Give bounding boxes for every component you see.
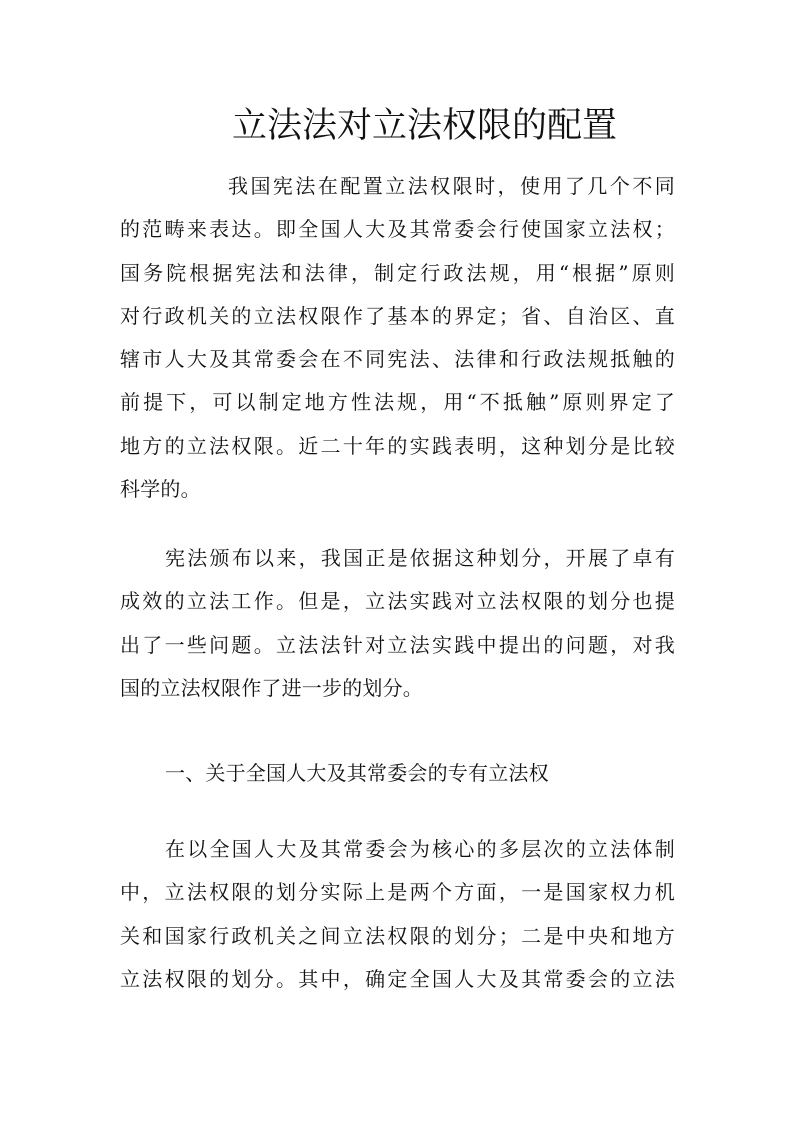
paragraph-line: 国的立法权限作了进一步的划分。 (120, 675, 423, 700)
paragraph-legislative-work (120, 537, 680, 710)
paragraph-line: 宪法颁布以来，我国正是依据这种划分，开展了卓有 (165, 546, 675, 570)
paragraph-line: 的范畴来表达。即全国人大及其常委会行使国家立法权； (120, 217, 675, 242)
paragraph-line: 辖市人大及其常委会在不同宪法、法律和行政法规抵触的 (120, 347, 675, 372)
paragraph-line: 前提下，可以制定地方性法规，用“不抵触”原则界定了 (120, 390, 675, 415)
paragraph-line: 国务院根据宪法和法律，制定行政法规，用“根据”原则 (120, 260, 675, 285)
paragraph-line: 我国宪法在配置立法权限时，使用了几个不同 (228, 174, 675, 198)
paragraph-line: 中，立法权限的划分实际上是两个方面，一是国家权力机 (120, 880, 675, 905)
paragraph-line: 在以全国人大及其常委会为核心的多层次的立法体制 (165, 837, 675, 861)
section-heading (120, 752, 680, 795)
paragraph-line: 对行政机关的立法权限作了基本的界定；省、自治区、直 (120, 303, 675, 328)
paragraph-line: 科学的。 (120, 477, 201, 502)
section-heading-text: 一、关于全国人大及其常委会的专有立法权 (165, 761, 549, 785)
paragraph-line: 地方的立法权限。近二十年的实践表明，这种划分是比较 (120, 433, 675, 458)
paragraph-constitution-ranges (120, 165, 680, 511)
paragraph-multilevel-system (120, 828, 680, 1001)
paragraph-line: 出了一些问题。立法法针对立法实践中提出的问题，对我 (120, 632, 675, 657)
page-title: 立法法对立法权限的配置 (232, 106, 618, 146)
paragraph-line: 立法权限的划分。其中，确定全国人大及其常委会的立法 (120, 966, 675, 991)
paragraph-line: 关和国家行政机关之间立法权限的划分；二是中央和地方 (120, 923, 675, 948)
paragraph-line: 成效的立法工作。但是，立法实践对立法权限的划分也提 (120, 589, 675, 614)
